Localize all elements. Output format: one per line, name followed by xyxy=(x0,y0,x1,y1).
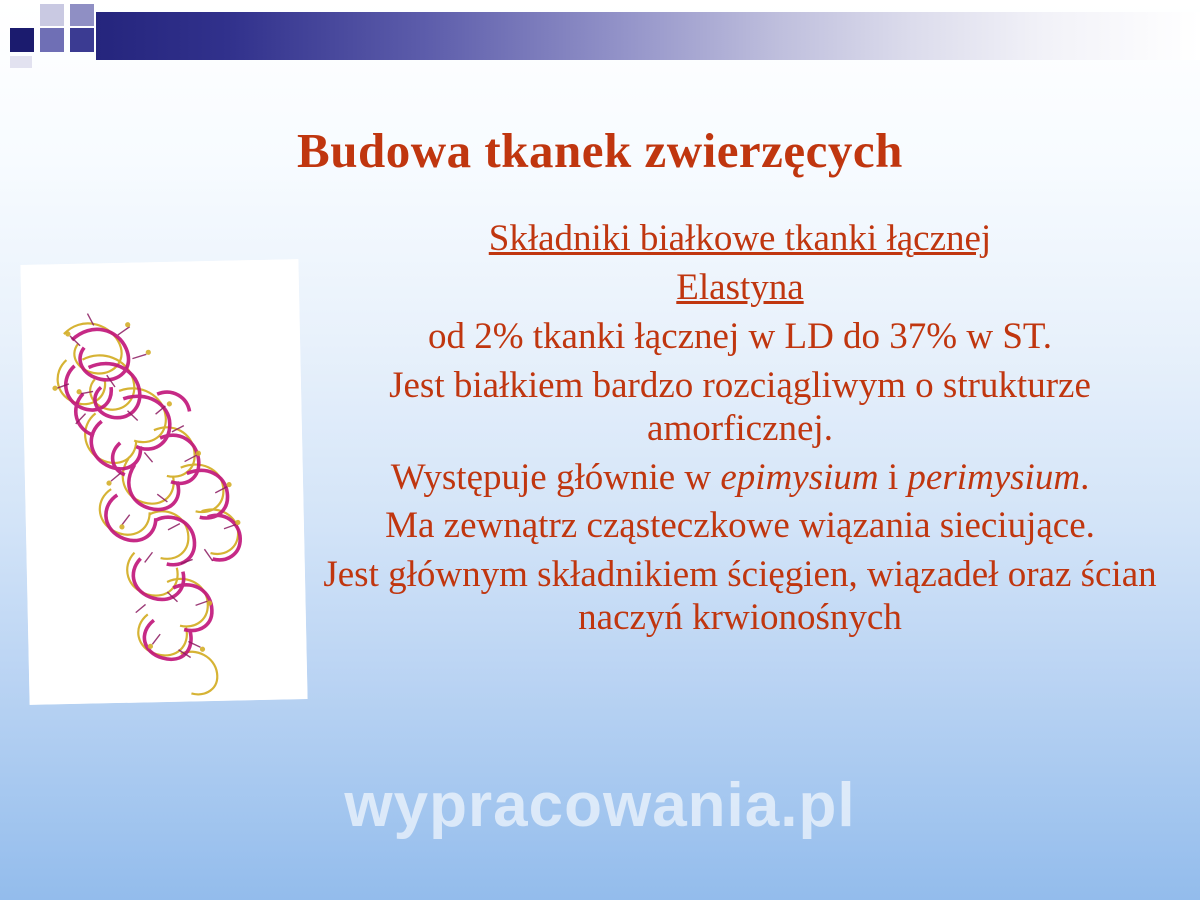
banner-square-3 xyxy=(40,4,64,26)
para3-after: . xyxy=(1080,456,1090,498)
content-heading-1: Składniki białkowe tkanki łącznej xyxy=(488,218,992,259)
molecule-graphic xyxy=(20,259,307,705)
para3-italic-1: epimysium xyxy=(720,456,879,498)
banner-square-5 xyxy=(70,28,94,52)
content-paragraph-2: Jest białkiem bardzo rozciągliwym o strukturze amorficznej. xyxy=(389,364,1091,449)
banner-square-6 xyxy=(10,56,32,68)
content-paragraph-5: Jest głównym składnikiem ścięgien, wiązadeł oraz ścian naczyń krwionośnych xyxy=(323,554,1157,639)
slide-title: Budowa tkanek zwierzęcych xyxy=(297,123,903,178)
content-heading-2: Elastyna xyxy=(676,266,804,308)
content-paragraph-4: Ma zewnątrz cząsteczkowe wiązania sieciujące. xyxy=(385,505,1095,547)
banner-square-1 xyxy=(10,28,34,52)
para3-italic-2: perimysium xyxy=(907,456,1081,498)
banner-square-4 xyxy=(70,4,94,26)
content-paragraph-3 xyxy=(300,457,1180,500)
banner-square-2 xyxy=(40,28,64,52)
banner-gradient-bar xyxy=(96,12,1200,60)
slide-header-banner xyxy=(0,0,1200,72)
watermark: wypracowania.pl xyxy=(344,771,856,840)
para3-middle: i xyxy=(878,456,908,498)
molecular-model-image xyxy=(20,259,307,705)
para3-before: Występuje głównie w xyxy=(390,456,721,498)
content-paragraph-1: od 2% tkanki łącznej w LD do 37% w ST. xyxy=(427,315,1053,357)
slide-body-text xyxy=(300,218,1180,646)
